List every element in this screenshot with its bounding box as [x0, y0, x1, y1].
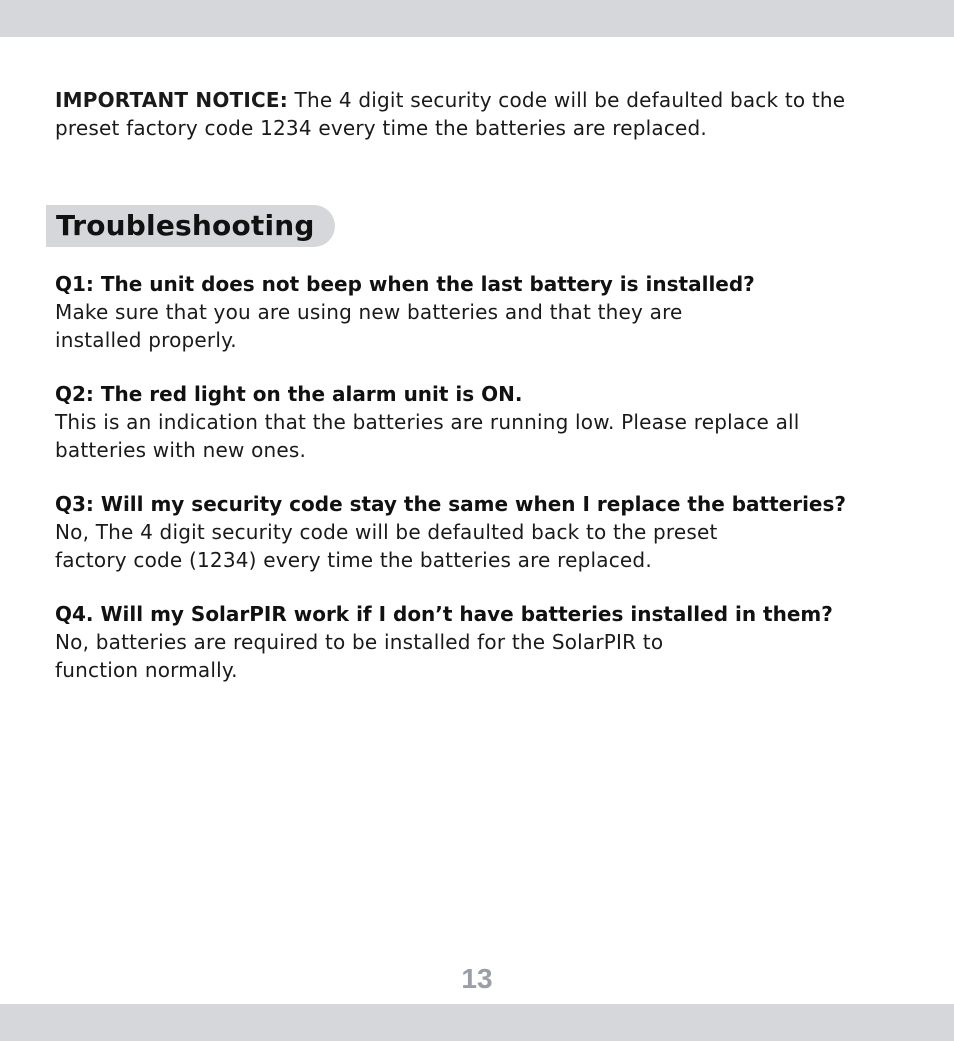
page-number: 13	[461, 963, 493, 994]
faq-question: Q1: The unit does not beep when the last battery is installed?	[55, 272, 755, 296]
faq-question: Q3: Will my security code stay the same when I replace the batteries?	[55, 492, 847, 516]
faq-question: Q2: The red light on the alarm unit is ON.	[55, 382, 523, 406]
notice-text: The 4 digit security code will be defaulted back to the preset factory code 1234 every time the batteries are replaced.	[55, 88, 846, 140]
faq-answer-line: This is an indication that the batteries are running low. Please replace all	[55, 410, 800, 434]
faq-item-q2	[55, 380, 915, 464]
faq-item-q3	[55, 490, 915, 574]
faq-answer-line: batteries with new ones.	[55, 438, 307, 462]
section-title: Troubleshooting	[56, 209, 315, 242]
faq-answer-line: factory code (1234) every time the batteries are replaced.	[55, 548, 652, 572]
notice-label: IMPORTANT NOTICE:	[55, 88, 288, 112]
faq-item-q4	[55, 600, 915, 684]
faq-question: Q4. Will my SolarPIR work if I don’t have batteries installed in them?	[55, 602, 833, 626]
header-band	[0, 0, 954, 37]
footer-band	[0, 1004, 954, 1041]
faq-item-q1	[55, 270, 915, 354]
faq-answer-line: No, batteries are required to be installed for the SolarPIR to	[55, 630, 664, 654]
important-notice	[55, 86, 915, 142]
faq-answer-line: Make sure that you are using new batteries and that they are	[55, 300, 683, 324]
faq-answer-line: No, The 4 digit security code will be defaulted back to the preset	[55, 520, 718, 544]
faq-answer-line: installed properly.	[55, 328, 237, 352]
faq-answer-line: function normally.	[55, 658, 238, 682]
